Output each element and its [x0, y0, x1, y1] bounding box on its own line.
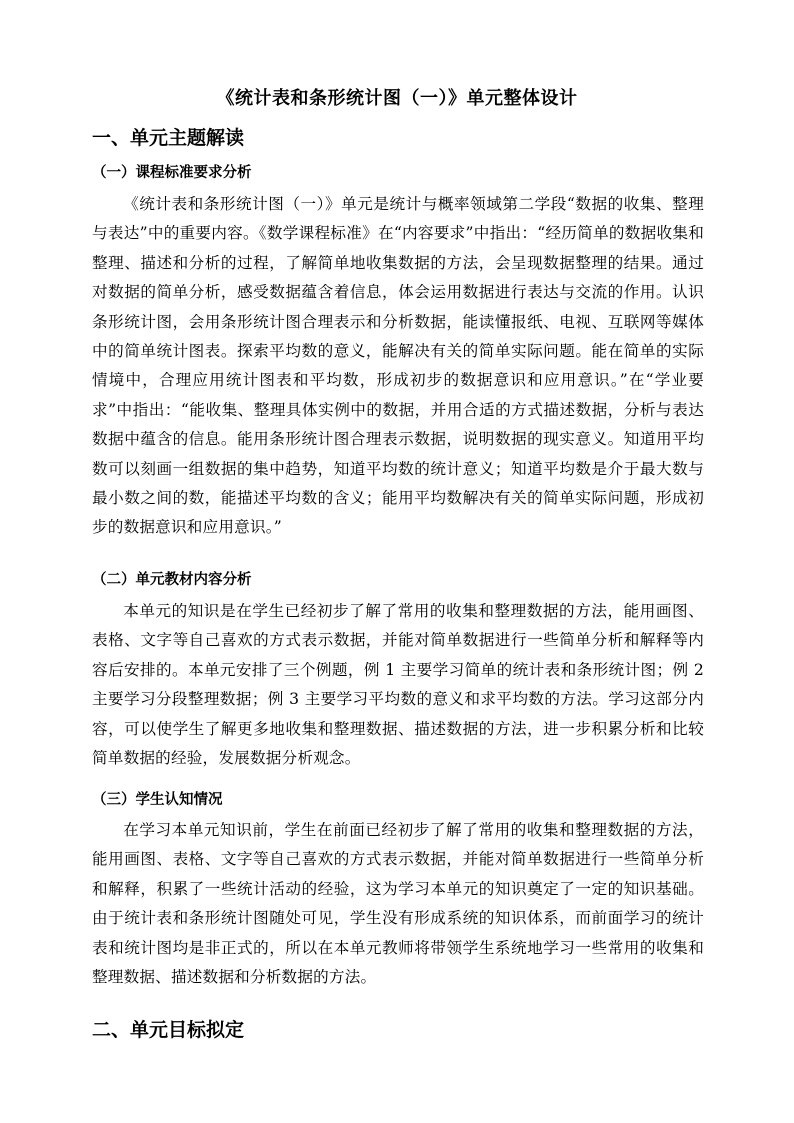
subsection-heading-textbook-content: （二）单元教材内容分析 — [92, 572, 252, 588]
paragraph-student-cognition: 在学习本单元知识前，学生在前面已经初步了解了常用的收集和整理数据的方法，能用画图、表格、文字等自己喜欢的方式表示数据，并能对简单数据进行一些简单分析和解释，积累了一些统计活动的经验，这为学习本单元的知识奠定了一定的知识基础。由于统计表和条形统计图随处可见，学生没有形成系统的知识体系，而前面学习的统计表和统计图均是非正式的，所以在本单元教师将带领学生系统地学习一些常用的收集和整理数据、描述数据和分析数据的方法。 — [92, 821, 704, 987]
section-heading-unit-theme: 一、单元主题解读 — [92, 127, 245, 149]
document-title: 《统计表和条形统计图（一）》单元整体设计 — [216, 88, 578, 109]
paragraph-textbook-content: 本单元的知识是在学生已经初步了解了常用的收集和整理数据的方法，能用画图、表格、文字等自己喜欢的方式表示数据，并能对简单数据进行一些简单分析和解释等内容后安排的。本单元安排了三个例题，例 1 主要学习简单的统计表和条形统计图；例 2 主要学习分段整理数据；例 3 主要学习平均数的意义和求平均数的方法。学习这部分内容，可以使学生了解更多地收集和整理数据、描述数据的方法，进一步积累分析和比较简单数据的经验，发展数据分析观念。 — [92, 602, 704, 768]
paragraph-curriculum-standard: 《统计表和条形统计图（一）》单元是统计与概率领域第二学段“数据的收集、整理与表达”中的重要内容。《数学课程标准》在“内容要求”中指出：“经历简单的数据收集和整理、描述和分析的过程，了解简单地收集数据的方法，会呈现数据整理的结果。通过对数据的简单分析，感受数据蕴含着信息，体会运用数据进行表达与交流的作用。认识条形统计图，会用条形统计图合理表示和分析数据，能读懂报纸、电视、互联网等媒体中的简单统计图表。探索平均数的意义，能解决有关的简单实际问题。能在简单的实际情境中，合理应用统计图表和平均数，形成初步的数据意识和应用意识。”在“学业要求”中指出：“能收集、整理具体实例中的数据，并用合适的方式描述数据，分析与表达数据中蕴含的信息。能用条形统计图合理表示数据，说明数据的现实意义。知道用平均数可以刻画一组数据的集中趋势，知道平均数的统计意义；知道平均数是介于最大数与最小数之间的数，能描述平均数的含义；能用平均数解决有关的简单实际问题，形成初步的数据意识和应用意识。” — [92, 195, 704, 537]
subsection-heading-curriculum-standard: （一）课程标准要求分析 — [92, 165, 252, 181]
subsection-heading-student-cognition: （三）学生认知情况 — [92, 792, 223, 808]
section-heading-unit-objectives: 二、单元目标拟定 — [92, 1019, 245, 1041]
